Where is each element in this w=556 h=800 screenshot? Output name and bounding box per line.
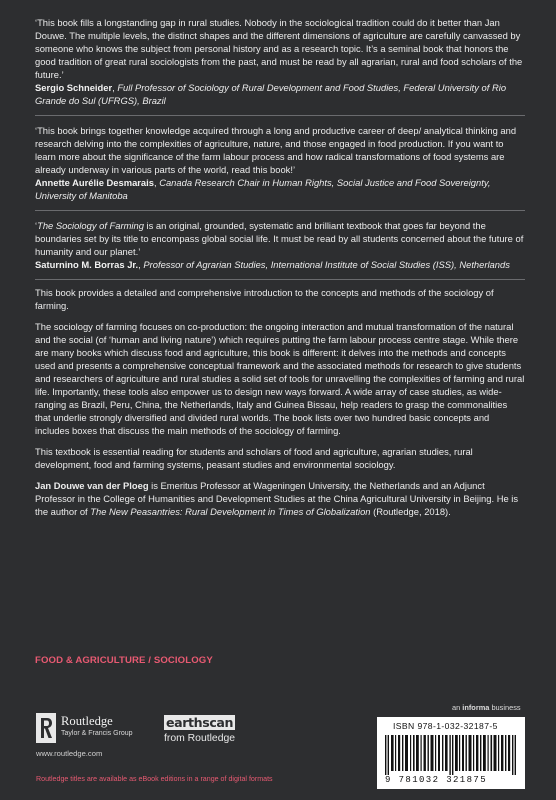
quote-affiliation: Canada Research Chair in Human Rights, Social Justice and Food Sovereignty, University of Manitoba (35, 177, 491, 201)
cover-text-column (35, 16, 525, 526)
routledge-url: www.routledge.com (36, 749, 103, 758)
quote-author: Annette Aurélie Desmarais (35, 177, 154, 188)
endorsement-quote-3 (35, 210, 525, 271)
description-paragraph-2: The sociology of farming focuses on co-production: the ongoing interaction and mutual transformation of the natural and the social (of ‘human and living nature’) which requires putting the farm labour process centre stage. While there are many books which discuss food and agriculture, this book is different: it delves into the methods and concepts used and presents a comprehensive conceptual framework and the associated methods for research to give students and researchers of agriculture and rural studies a solid set of tools for unravelling the complexities of farming and rural life. Importantly, these tools also empower us to design new ways forward. A wide array of case studies, as wide-ranging as Brazil, Peru, China, the Netherlands, Italy and Guinea Bissau, help readers to grasp the commonalities that underlie strongly diversified and divided rural worlds. The book lists over two hundred basic concepts and includes boxes that discuss the main methods of the sociology of farming. (35, 321, 525, 436)
quote-text: ‘This book brings together knowledge acquired through a long and productive career of deep/ analytical thinking and research delving into the complexities of agriculture, nature, and those engaged in food production. If you want to learn more about the significance of the farm labour process and how radical transformations of food systems are already underway in various parts of the world, read this book!’ (35, 125, 517, 175)
routledge-r-icon (36, 713, 56, 743)
informa-suffix: business (489, 703, 521, 712)
barcode-icon (383, 735, 519, 775)
quote-divider (35, 210, 525, 211)
quote-affiliation: Professor of Agrarian Studies, International Institute of Social Studies (ISS), Netherlands (143, 259, 510, 270)
author-bio-text-a: is Emeritus Professor at Wageningen University, the Netherlands and an Adjunct Professor in the College of Humanities and Development Studies at the China Agricultural University in Beijing. He is the author of (35, 480, 519, 517)
ebook-availability-note: Routledge titles are available as eBook editions in a range of digital formats (36, 775, 273, 783)
quote-attribution: Annette Aurélie Desmarais, Canada Research Chair in Human Rights, Social Justice and Food Sovereignty, University of Manitoba (35, 177, 491, 201)
routledge-subtitle: Taylor & Francis Group (61, 730, 133, 737)
description-divider (35, 279, 525, 280)
quote-affiliation: Full Professor of Sociology of Rural Development and Food Studies, Federal University of Rio Grande do Sul (UFRGS), Brazil (35, 82, 507, 106)
section-divider (35, 279, 525, 280)
earthscan-from: from Routledge (164, 733, 236, 744)
informa-word: informa (462, 703, 490, 712)
barcode-digits: 9 781032 321875 (385, 775, 488, 785)
description-paragraph-1: This book provides a detailed and comprehensive introduction to the concepts and methods of the sociology of farming. (35, 287, 494, 311)
quote-open-mark: ‘ (35, 220, 38, 231)
informa-prefix: an (452, 703, 463, 712)
informa-business-label (452, 703, 521, 712)
quote-author: Saturnino M. Borras Jr. (35, 259, 139, 270)
quote-attribution: Saturnino M. Borras Jr., Professor of Agrarian Studies, International Institute of Social Studies (ISS), Netherlands (35, 259, 510, 270)
quote-text (35, 219, 525, 258)
quote-author: Sergio Schneider (35, 82, 113, 93)
isbn-barcode (377, 717, 525, 789)
quote-book-title: The Sociology of Farming (37, 220, 144, 231)
author-name: Jan Douwe van der Ploeg (35, 480, 149, 491)
author-bio (35, 479, 525, 518)
endorsement-quote-2 (35, 115, 525, 202)
endorsement-quote-1 (35, 16, 525, 107)
author-bio-text-b: (Routledge, 2018). (370, 506, 451, 517)
routledge-logo (36, 713, 146, 747)
subject-category: FOOD & AGRICULTURE / SOCIOLOGY (35, 655, 213, 666)
isbn-label: ISBN 978-1-032-32187-5 (393, 721, 498, 731)
description-paragraph-3: This textbook is essential reading for students and scholars of food and agriculture, agrarian studies, rural development, food and farming systems, peasant studies and environmental sociology. (35, 446, 473, 470)
routledge-name: Routledge (61, 714, 113, 728)
quote-text: ‘This book fills a longstanding gap in rural studies. Nobody in the sociological tradition could do it better than Jan Douwe. The multiple levels, the distinct shapes and the different dimensions of agriculture are carefully canvassed by someone who knows the subject from personal history and as a research topic. It’s a seminal book that honors the good tradition of great rural sociologists from the past, and must be read by all agrarian, rural and food scholars of the future.’ (35, 17, 523, 80)
author-book-title: The New Peasantries: Rural Development in Times of Globalization (90, 506, 371, 517)
quote-divider (35, 115, 525, 116)
quote-body: is an original, grounded, systematic and brilliant textbook that goes far beyond the boundaries set by its title to encompass global social life. It must be read by all students concerned about the future of humanity and our planet.’ (35, 220, 524, 257)
earthscan-word: earthscan (166, 715, 234, 730)
quote-attribution: Sergio Schneider, Full Professor of Sociology of Rural Development and Food Studies, Federal University of Rio Grande do Sul (UFRGS), Brazil (35, 82, 507, 106)
earthscan-logo (164, 714, 249, 754)
